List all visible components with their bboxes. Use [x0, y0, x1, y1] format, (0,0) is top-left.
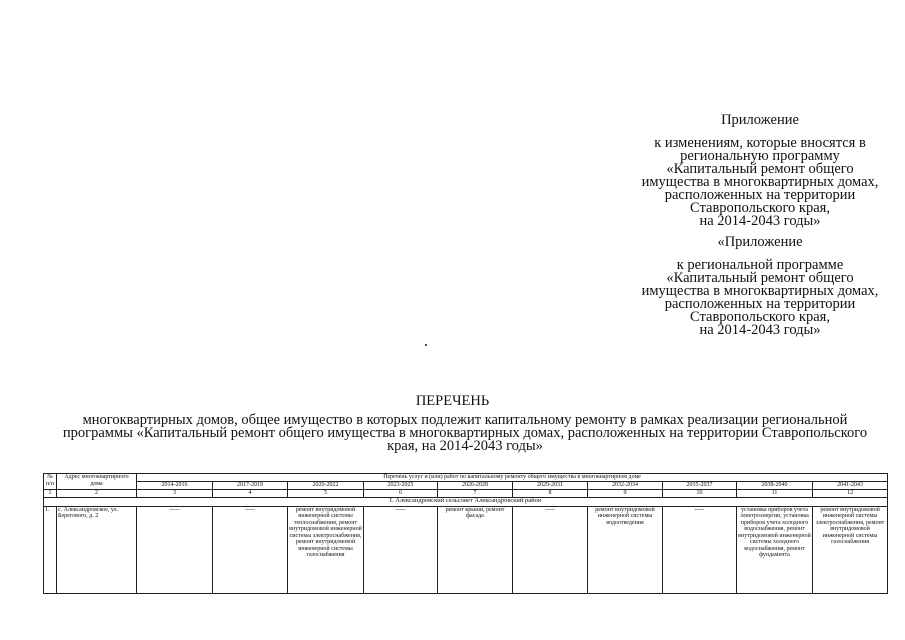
period-cell: 2038-2040 — [737, 482, 813, 490]
work-cell: ----- — [137, 506, 213, 593]
scan-speck — [425, 344, 427, 346]
column-number: 8 — [513, 490, 588, 498]
period-cell: 2029-2031 — [513, 482, 588, 490]
period-cell: 2041-2043 — [813, 482, 888, 490]
work-cell: ----- — [663, 506, 737, 593]
column-number: 5 — [288, 490, 364, 498]
table-number-row — [44, 490, 888, 498]
program-line: «Капитальный ремонт общего — [666, 270, 854, 286]
appendix-line: Ставропольского края, — [690, 200, 830, 216]
program-line: расположенных на территории — [664, 296, 856, 312]
program-line: к региональной программе — [676, 257, 844, 273]
program-line: имущества в многоквартирных домах, — [641, 283, 879, 299]
row-number: 1. — [44, 506, 57, 593]
appendix-line: имущества в многоквартирных домах, — [641, 174, 879, 190]
header-services: Перечень услуг и (или) работ по капитальному ремонту общего имущества в многоквартирном доме — [137, 474, 888, 482]
column-number: 1 — [44, 490, 57, 498]
work-cell: ----- — [213, 506, 288, 593]
work-cell: ремонт внутридомовой инженерной системы теплоснабжения, ремонт внутридомовой инженерной системы электроснабжения, ремонт внутридомовой инженерной системы газоснабжения — [288, 506, 364, 593]
appendix-line: к изменениям, которые вносятся в — [654, 135, 866, 151]
list-subtitle-line: программы «Капитальный ремонт общего имущества в многоквартирных домах, расположенных на территории Ставропольского — [62, 425, 868, 441]
appendix-title: Приложение — [721, 112, 799, 128]
appendix-line: расположенных на территории — [664, 187, 856, 203]
appendix-line: региональную программу — [680, 148, 840, 164]
row-address: с. Александровское, ул. Берегового, д. 2 — [57, 506, 137, 593]
header-address: Адрес многоквартирного дома — [57, 474, 137, 490]
program-line: Ставропольского края, — [690, 309, 830, 325]
work-cell: ремонт внутридомовой инженерной системы водоотведения — [588, 506, 663, 593]
period-cell: 2014-2016 — [137, 482, 213, 490]
program-line: на 2014-2043 годы» — [699, 322, 821, 338]
work-cell: ремонт внутридомовой инженерной системы электроснабжения, ремонт внутридомовой инженерной системы газоснабжения — [813, 506, 888, 593]
period-cell: 2026-2028 — [438, 482, 513, 490]
column-number: 3 — [137, 490, 213, 498]
column-number: 10 — [663, 490, 737, 498]
list-subtitle — [40, 414, 890, 453]
period-cell: 2017-2019 — [213, 482, 288, 490]
table-section-row — [44, 497, 888, 506]
work-cell: ремонт крыши, ремонт фасада — [438, 506, 513, 593]
header-no: № п/п — [44, 474, 57, 490]
list-title: ПЕРЕЧЕНЬ — [415, 393, 490, 409]
period-cell: 2023-2025 — [364, 482, 438, 490]
table-header-row — [44, 474, 888, 482]
section-title: I. Александровский сельсовет Александровский район — [44, 497, 888, 506]
column-number: 11 — [737, 490, 813, 498]
column-number: 7 — [438, 490, 513, 498]
program-title: «Приложение — [717, 234, 803, 250]
period-cell: 2032-2034 — [588, 482, 663, 490]
column-number: 12 — [813, 490, 888, 498]
column-number: 4 — [213, 490, 288, 498]
work-cell: установка приборов учета электроэнергии, установка приборов учета холодного водоснабжения, ремонт внутридомовой инженерной системы холодного водоснабжения, ремонт фундамента — [737, 506, 813, 593]
appendix-line: «Капитальный ремонт общего — [666, 161, 854, 177]
appendix-line: на 2014-2043 годы» — [699, 213, 821, 229]
column-number: 6 — [364, 490, 438, 498]
list-subtitle-line: края, на 2014-2043 годы» — [387, 438, 543, 454]
repair-table — [43, 473, 888, 594]
list-subtitle-line: многоквартирных домов, общее имущество в которых подлежит капитальному ремонту в рамках реализации региональной — [82, 412, 848, 428]
table-row — [44, 506, 888, 593]
table-period-row — [44, 482, 888, 490]
column-number: 9 — [588, 490, 663, 498]
column-number: 2 — [57, 490, 137, 498]
program-header — [610, 236, 905, 337]
work-cell: ----- — [364, 506, 438, 593]
work-cell: ----- — [513, 506, 588, 593]
period-cell: 2020-2022 — [288, 482, 364, 490]
period-cell: 2035-2037 — [663, 482, 737, 490]
appendix-header — [610, 114, 905, 228]
